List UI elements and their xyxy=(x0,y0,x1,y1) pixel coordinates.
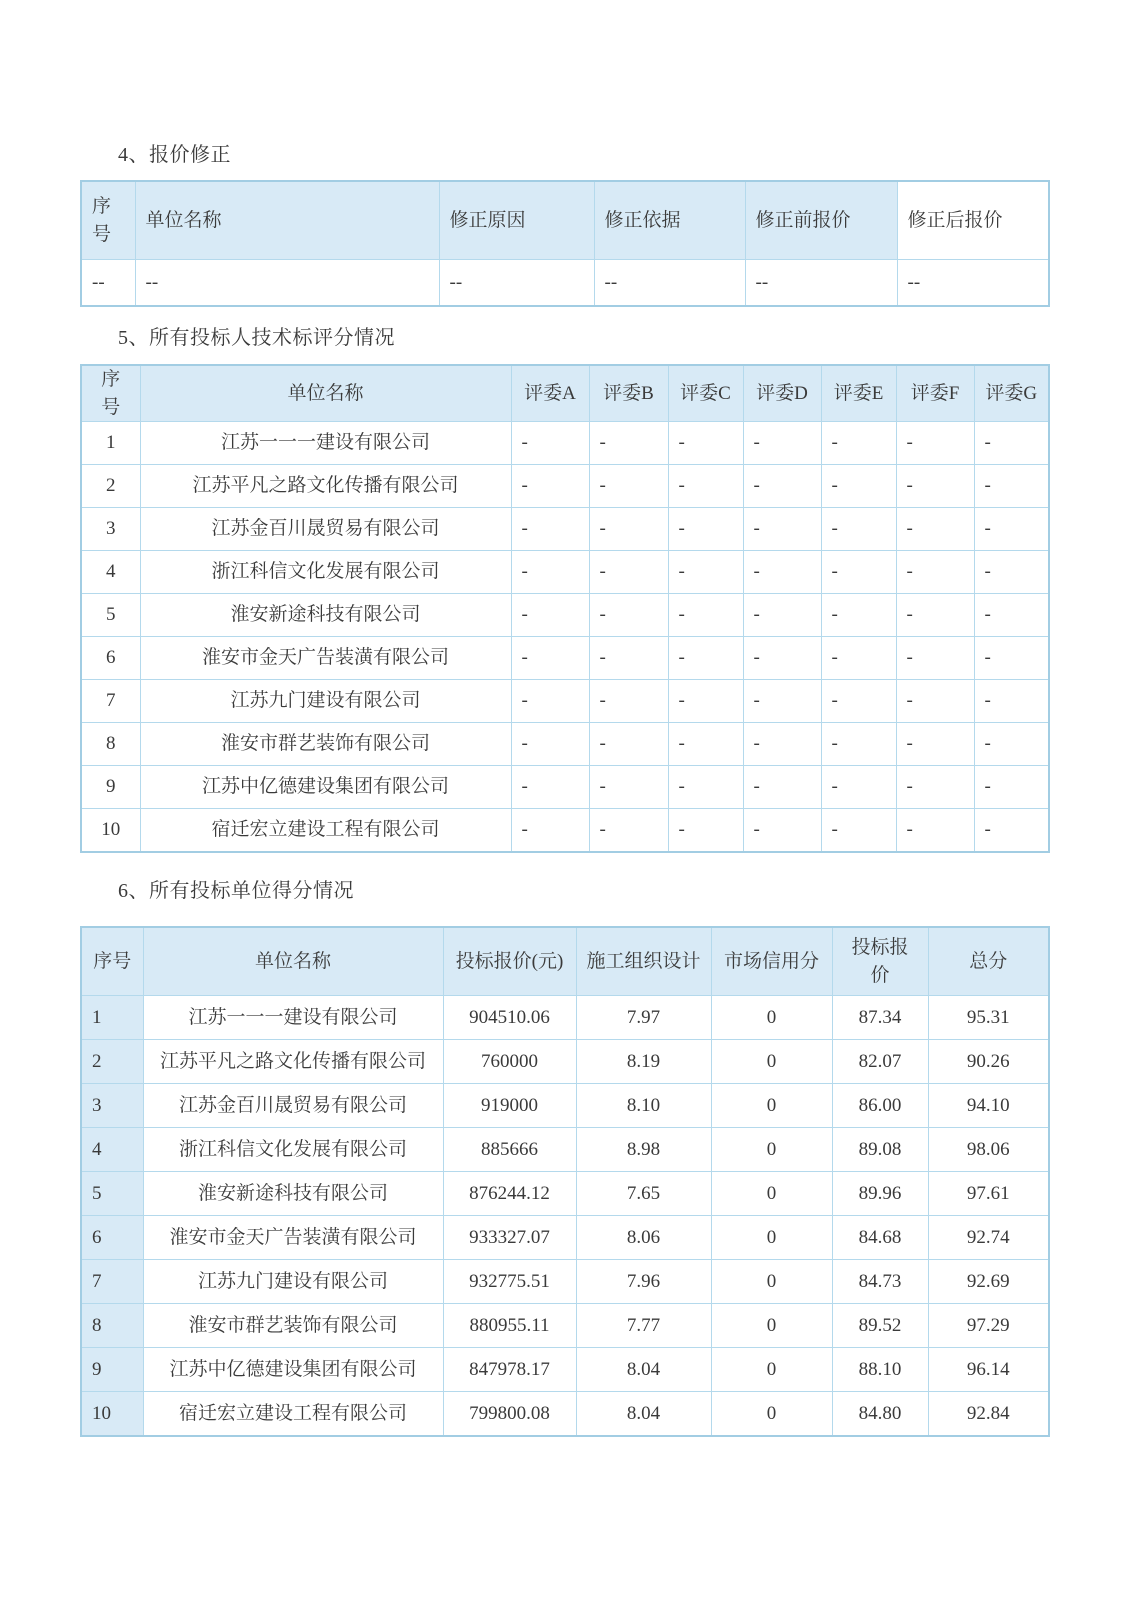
table-cell: - xyxy=(821,422,896,465)
table-cell: 8 xyxy=(81,723,140,766)
table-cell: 87.34 xyxy=(832,996,928,1040)
table-row xyxy=(81,551,1049,594)
table-cell: - xyxy=(821,551,896,594)
table-cell: 3 xyxy=(81,508,140,551)
table-row xyxy=(81,1172,1049,1216)
column-header: 单位名称 xyxy=(140,365,511,422)
column-header: 修正原因 xyxy=(439,181,594,260)
table-cell: - xyxy=(668,680,743,723)
table-cell: - xyxy=(743,766,821,809)
column-header: 市场信用分 xyxy=(711,927,832,996)
column-header: 序号 xyxy=(81,365,140,422)
table-cell: 98.06 xyxy=(928,1128,1049,1172)
table-cell: - xyxy=(743,551,821,594)
table-cell: 淮安市群艺装饰有限公司 xyxy=(143,1304,443,1348)
table-cell: - xyxy=(821,465,896,508)
technical-scores-table xyxy=(80,364,1050,853)
table-row xyxy=(81,1304,1049,1348)
table-cell: 7.97 xyxy=(576,996,711,1040)
column-header: 施工组织设计 xyxy=(576,927,711,996)
table-cell: - xyxy=(896,465,974,508)
table-cell: - xyxy=(743,594,821,637)
table-cell: 10 xyxy=(81,1392,143,1437)
table-cell: 89.08 xyxy=(832,1128,928,1172)
table-row xyxy=(81,766,1049,809)
table-cell: 847978.17 xyxy=(443,1348,576,1392)
table-cell: - xyxy=(896,422,974,465)
table-cell: - xyxy=(589,422,668,465)
table-cell: 932775.51 xyxy=(443,1260,576,1304)
table-cell: 0 xyxy=(711,1040,832,1084)
table-cell: 95.31 xyxy=(928,996,1049,1040)
table-cell: 0 xyxy=(711,1128,832,1172)
table-cell: -- xyxy=(594,260,745,307)
table-cell: - xyxy=(821,680,896,723)
table-cell: 6 xyxy=(81,1216,143,1260)
table-cell: 84.68 xyxy=(832,1216,928,1260)
table-cell: 84.80 xyxy=(832,1392,928,1437)
table-cell: 8 xyxy=(81,1304,143,1348)
table-cell: - xyxy=(821,723,896,766)
table-cell: -- xyxy=(439,260,594,307)
column-header: 修正前报价 xyxy=(745,181,897,260)
table-cell: 8.06 xyxy=(576,1216,711,1260)
table-cell: 90.26 xyxy=(928,1040,1049,1084)
table-cell: - xyxy=(668,809,743,853)
table-cell: - xyxy=(589,594,668,637)
table-cell: - xyxy=(974,422,1049,465)
table-cell: 江苏金百川晟贸易有限公司 xyxy=(143,1084,443,1128)
column-header: 序号 xyxy=(81,927,143,996)
table-cell: 0 xyxy=(711,1084,832,1128)
table-cell: - xyxy=(821,508,896,551)
table-cell: 8.04 xyxy=(576,1392,711,1437)
table-cell: - xyxy=(896,551,974,594)
table-cell: - xyxy=(896,723,974,766)
table-cell: - xyxy=(974,508,1049,551)
table-cell: 8.19 xyxy=(576,1040,711,1084)
table-cell: - xyxy=(589,766,668,809)
table-cell: 7 xyxy=(81,680,140,723)
table-cell: 8.10 xyxy=(576,1084,711,1128)
column-header: 评委A xyxy=(511,365,589,422)
table-cell: 1 xyxy=(81,996,143,1040)
table-cell: - xyxy=(974,637,1049,680)
table-cell: 淮安新途科技有限公司 xyxy=(140,594,511,637)
table-row xyxy=(81,1348,1049,1392)
table-cell: 0 xyxy=(711,996,832,1040)
table-cell: 10 xyxy=(81,809,140,853)
table-cell: 2 xyxy=(81,1040,143,1084)
total-scores-table xyxy=(80,926,1050,1437)
table-cell: - xyxy=(896,594,974,637)
table-row xyxy=(81,465,1049,508)
table-cell: 799800.08 xyxy=(443,1392,576,1437)
column-header: 评委F xyxy=(896,365,974,422)
table-cell: 89.96 xyxy=(832,1172,928,1216)
table-cell: - xyxy=(743,422,821,465)
table-cell: 5 xyxy=(81,594,140,637)
table-row xyxy=(81,1084,1049,1128)
table-cell: - xyxy=(743,508,821,551)
table-row xyxy=(81,680,1049,723)
table-cell: 876244.12 xyxy=(443,1172,576,1216)
table-cell: 4 xyxy=(81,1128,143,1172)
table-cell: 宿迁宏立建设工程有限公司 xyxy=(143,1392,443,1437)
table-cell: - xyxy=(896,809,974,853)
table-cell: - xyxy=(511,422,589,465)
table-cell: 880955.11 xyxy=(443,1304,576,1348)
table-cell: - xyxy=(511,809,589,853)
table-cell: 江苏九门建设有限公司 xyxy=(143,1260,443,1304)
table-row xyxy=(81,1128,1049,1172)
table-cell: - xyxy=(511,594,589,637)
column-header: 投标报价(元) xyxy=(443,927,576,996)
table-cell: -- xyxy=(135,260,439,307)
table-cell: 9 xyxy=(81,1348,143,1392)
table-cell: 904510.06 xyxy=(443,996,576,1040)
table-cell: - xyxy=(896,637,974,680)
table-cell: 96.14 xyxy=(928,1348,1049,1392)
table-cell: - xyxy=(896,508,974,551)
table-cell: 0 xyxy=(711,1216,832,1260)
table-cell: 江苏中亿德建设集团有限公司 xyxy=(140,766,511,809)
table-cell: - xyxy=(589,809,668,853)
table-cell: 92.74 xyxy=(928,1216,1049,1260)
column-header: 评委D xyxy=(743,365,821,422)
table-cell: - xyxy=(668,723,743,766)
table-cell: - xyxy=(589,465,668,508)
table-cell: 7.96 xyxy=(576,1260,711,1304)
table-cell: 97.61 xyxy=(928,1172,1049,1216)
table-cell: -- xyxy=(81,260,135,307)
table-row xyxy=(81,508,1049,551)
table-row xyxy=(81,594,1049,637)
table-cell: 0 xyxy=(711,1260,832,1304)
table-cell: 933327.07 xyxy=(443,1216,576,1260)
table-cell: 淮安新途科技有限公司 xyxy=(143,1172,443,1216)
table-row xyxy=(81,260,1049,307)
table-cell: - xyxy=(668,594,743,637)
section-title-price-correction: 4、报价修正 xyxy=(118,144,231,166)
table-cell: - xyxy=(589,637,668,680)
column-header: 单位名称 xyxy=(135,181,439,260)
table-cell: 江苏一一一建设有限公司 xyxy=(140,422,511,465)
table-cell: 760000 xyxy=(443,1040,576,1084)
table-cell: 江苏中亿德建设集团有限公司 xyxy=(143,1348,443,1392)
table-cell: - xyxy=(589,508,668,551)
table-cell: 7 xyxy=(81,1260,143,1304)
table-cell: 2 xyxy=(81,465,140,508)
table-cell: 江苏平凡之路文化传播有限公司 xyxy=(143,1040,443,1084)
table-cell: - xyxy=(821,594,896,637)
table-cell: - xyxy=(511,508,589,551)
table-cell: - xyxy=(974,465,1049,508)
table-cell: 江苏一一一建设有限公司 xyxy=(143,996,443,1040)
table-cell: - xyxy=(974,680,1049,723)
table-cell: - xyxy=(668,637,743,680)
table-row xyxy=(81,1040,1049,1084)
table-cell: -- xyxy=(745,260,897,307)
table-cell: - xyxy=(821,637,896,680)
column-header: 单位名称 xyxy=(143,927,443,996)
table-cell: 89.52 xyxy=(832,1304,928,1348)
table-cell: 0 xyxy=(711,1348,832,1392)
table-cell: - xyxy=(511,465,589,508)
table-cell: 浙江科信文化发展有限公司 xyxy=(143,1128,443,1172)
table-cell: 92.84 xyxy=(928,1392,1049,1437)
table-cell: 浙江科信文化发展有限公司 xyxy=(140,551,511,594)
table-cell: 5 xyxy=(81,1172,143,1216)
table-cell: 9 xyxy=(81,766,140,809)
table-cell: 86.00 xyxy=(832,1084,928,1128)
column-header: 修正后报价 xyxy=(897,181,1049,260)
table-cell: - xyxy=(668,465,743,508)
table-cell: 淮安市群艺装饰有限公司 xyxy=(140,723,511,766)
table-cell: - xyxy=(668,508,743,551)
table-cell: 88.10 xyxy=(832,1348,928,1392)
table-cell: - xyxy=(743,465,821,508)
table-cell: - xyxy=(511,680,589,723)
table-row xyxy=(81,1392,1049,1437)
table-cell: 7.77 xyxy=(576,1304,711,1348)
table-cell: - xyxy=(896,680,974,723)
table-row xyxy=(81,723,1049,766)
table-cell: - xyxy=(743,809,821,853)
table-cell: 919000 xyxy=(443,1084,576,1128)
table-cell: - xyxy=(743,637,821,680)
table-cell: - xyxy=(589,723,668,766)
table-cell: - xyxy=(974,809,1049,853)
column-header: 修正依据 xyxy=(594,181,745,260)
table-cell: - xyxy=(743,680,821,723)
table-cell: 0 xyxy=(711,1392,832,1437)
table-cell: 0 xyxy=(711,1304,832,1348)
table-cell: - xyxy=(668,766,743,809)
section-title-technical-scores: 5、所有投标人技术标评分情况 xyxy=(118,327,395,349)
table-cell: 97.29 xyxy=(928,1304,1049,1348)
table-cell: 94.10 xyxy=(928,1084,1049,1128)
table-cell: - xyxy=(668,551,743,594)
table-cell: 宿迁宏立建设工程有限公司 xyxy=(140,809,511,853)
section-title-total-scores: 6、所有投标单位得分情况 xyxy=(118,880,354,902)
table-cell: - xyxy=(511,766,589,809)
table-cell: 3 xyxy=(81,1084,143,1128)
table-row xyxy=(81,1216,1049,1260)
table-cell: 8.04 xyxy=(576,1348,711,1392)
header-row xyxy=(81,181,1049,260)
table-cell: 江苏九门建设有限公司 xyxy=(140,680,511,723)
table-cell: -- xyxy=(897,260,1049,307)
table-cell: - xyxy=(896,766,974,809)
table-cell: 7.65 xyxy=(576,1172,711,1216)
table-cell: - xyxy=(511,637,589,680)
table-cell: 92.69 xyxy=(928,1260,1049,1304)
price-correction-table xyxy=(80,180,1050,307)
table-cell: 淮安市金天广告装潢有限公司 xyxy=(140,637,511,680)
table-row xyxy=(81,422,1049,465)
table-cell: - xyxy=(589,680,668,723)
column-header: 序号 xyxy=(81,181,135,260)
table-cell: - xyxy=(821,766,896,809)
table-row xyxy=(81,809,1049,853)
table-cell: 4 xyxy=(81,551,140,594)
table-cell: 1 xyxy=(81,422,140,465)
table-row xyxy=(81,637,1049,680)
header-row xyxy=(81,365,1049,422)
table-cell: 8.98 xyxy=(576,1128,711,1172)
table-cell: - xyxy=(511,551,589,594)
table-row xyxy=(81,996,1049,1040)
table-cell: - xyxy=(974,551,1049,594)
table-cell: 江苏金百川晟贸易有限公司 xyxy=(140,508,511,551)
column-header: 评委C xyxy=(668,365,743,422)
table-cell: 0 xyxy=(711,1172,832,1216)
column-header: 总分 xyxy=(928,927,1049,996)
table-cell: - xyxy=(511,723,589,766)
table-cell: - xyxy=(589,551,668,594)
table-cell: 82.07 xyxy=(832,1040,928,1084)
table-cell: 淮安市金天广告装潢有限公司 xyxy=(143,1216,443,1260)
table-cell: 江苏平凡之路文化传播有限公司 xyxy=(140,465,511,508)
column-header: 评委G xyxy=(974,365,1049,422)
column-header: 投标报价 xyxy=(832,927,928,996)
table-cell: - xyxy=(668,422,743,465)
table-cell: 84.73 xyxy=(832,1260,928,1304)
header-row xyxy=(81,927,1049,996)
table-cell: - xyxy=(974,594,1049,637)
table-cell: - xyxy=(974,723,1049,766)
table-cell: - xyxy=(743,723,821,766)
column-header: 评委B xyxy=(589,365,668,422)
table-cell: - xyxy=(974,766,1049,809)
table-cell: 6 xyxy=(81,637,140,680)
column-header: 评委E xyxy=(821,365,896,422)
table-cell: 885666 xyxy=(443,1128,576,1172)
table-row xyxy=(81,1260,1049,1304)
table-cell: - xyxy=(821,809,896,853)
